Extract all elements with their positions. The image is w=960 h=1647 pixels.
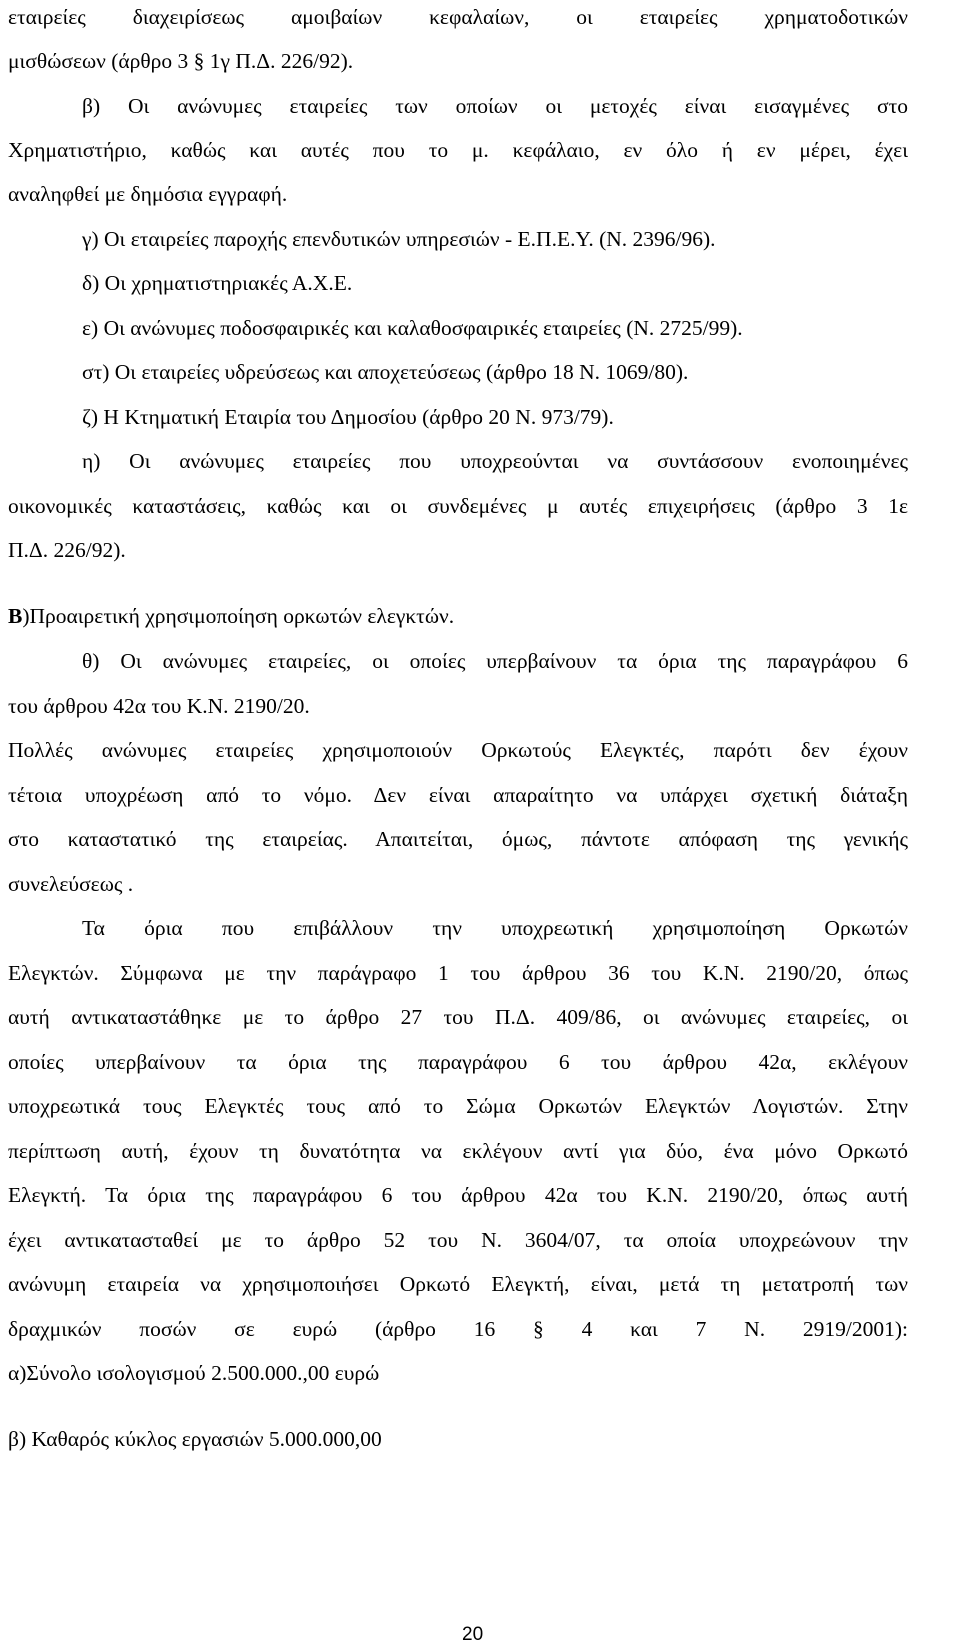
text-line: Πολλές ανώνυμες εταιρείες χρησιμοποιούν Ορκωτούς Ελεγκτές, παρότι δεν έχουν — [8, 740, 908, 762]
text-line: οικονομικές καταστάσεις, καθώς και οι συνδεμένες μ αυτές επιχειρήσεις (άρθρο 3 1ε — [8, 496, 908, 518]
text-line: αυτή αντικαταστάθηκε με το άρθρο 27 του Π.Δ. 409/86, οι ανώνυμες εταιρείες, οι — [8, 1007, 908, 1029]
section-heading-letter: Β — [8, 604, 23, 628]
text-line: Τα όρια που επιβάλλουν την υποχρεωτική χρησιμοποίηση Ορκωτών — [82, 918, 908, 940]
text-line: Ελεγκτή. Τα όρια της παραγράφου 6 του άρθρου 42α του Κ.Ν. 2190/20, όπως αυτή — [8, 1185, 908, 1207]
text-line: αναληφθεί με δημόσια εγγραφή. — [8, 182, 288, 206]
text-line: Χρηματιστήριο, καθώς και αυτές που το μ. κεφάλαιο, εν όλο ή εν μέρει, έχει — [8, 140, 908, 162]
text-line: στο καταστατικό της εταιρείας. Απαιτείται, όμως, πάντοτε απόφαση της γενικής — [8, 829, 908, 851]
text-line: δραχμικών ποσών σε ευρώ (άρθρο 16 § 4 και 7 Ν. 2919/2001): — [8, 1319, 908, 1341]
text-line: εταιρείες διαχειρίσεως αμοιβαίων κεφαλαίων, οι εταιρείες χρηματοδοτικών — [8, 7, 908, 29]
section-heading — [8, 606, 454, 628]
text-line: έχει αντικατασταθεί με το άρθρο 52 του Ν. 3604/07, τα οποία υποχρεώνουν την — [8, 1230, 908, 1252]
text-line: γ) Οι εταιρείες παροχής επενδυτικών υπηρεσιών - Ε.Π.Ε.Υ. (Ν. 2396/96). — [82, 227, 716, 251]
section-heading-text: )Προαιρετική χρησιμοποίηση ορκωτών ελεγκτών. — [22, 604, 455, 628]
text-line: συνελεύσεως . — [8, 872, 134, 896]
text-line: ανώνυμη εταιρεία να χρησιμοποιήσει Ορκωτό Ελεγκτή, είναι, μετά τη μετατροπή των — [8, 1274, 908, 1296]
text-line: α)Σύνολο ισολογισμού 2.500.000.,00 ευρώ — [8, 1361, 380, 1385]
text-line: β) Οι ανώνυμες εταιρείες των οποίων οι μετοχές είναι εισαγμένες στο — [82, 96, 908, 118]
text-line: η) Οι ανώνυμες εταιρείες που υποχρεούνται να συντάσσουν ενοποιημένες — [82, 451, 908, 473]
text-line: Ελεγκτών. Σύμφωνα με την παράγραφο 1 του άρθρου 36 του Κ.Ν. 2190/20, όπως — [8, 963, 908, 985]
text-line: θ) Οι ανώνυμες εταιρείες, οι οποίες υπερβαίνουν τα όρια της παραγράφου 6 — [82, 651, 908, 673]
page-number: 20 — [462, 1624, 484, 1645]
text-line: οποίες υπερβαίνουν τα όρια της παραγράφου 6 του άρθρου 42α, εκλέγουν — [8, 1052, 908, 1074]
text-line: ζ) Η Κτηματική Εταιρία του Δημοσίου (άρθρο 20 Ν. 973/79). — [82, 405, 614, 429]
text-line: τέτοια υποχρέωση από το νόμο. Δεν είναι απαραίτητο να υπάρχει σχετική διάταξη — [8, 785, 908, 807]
text-line: ε) Οι ανώνυμες ποδοσφαιρικές και καλαθοσφαιρικές εταιρείες (Ν. 2725/99). — [82, 316, 743, 340]
text-line: υποχρεωτικά τους Ελεγκτές τους από το Σώμα Ορκωτών Ελεγκτών Λογιστών. Στην — [8, 1096, 908, 1118]
text-line: Π.Δ. 226/92). — [8, 538, 126, 562]
text-line: στ) Οι εταιρείες υδρεύσεως και αποχετεύσεως (άρθρο 18 Ν. 1069/80). — [82, 360, 689, 384]
text-line: β) Καθαρός κύκλος εργασιών 5.000.000,00 — [8, 1427, 382, 1451]
text-line: του άρθρου 42α του Κ.Ν. 2190/20. — [8, 694, 310, 718]
text-line: δ) Οι χρηματιστηριακές Α.Χ.Ε. — [82, 271, 353, 295]
text-line: περίπτωση αυτή, έχουν τη δυνατότητα να εκλέγουν αντί για δύο, ένα μόνο Ορκωτό — [8, 1141, 908, 1163]
text-line: μισθώσεων (άρθρο 3 § 1γ Π.Δ. 226/92). — [8, 49, 354, 73]
